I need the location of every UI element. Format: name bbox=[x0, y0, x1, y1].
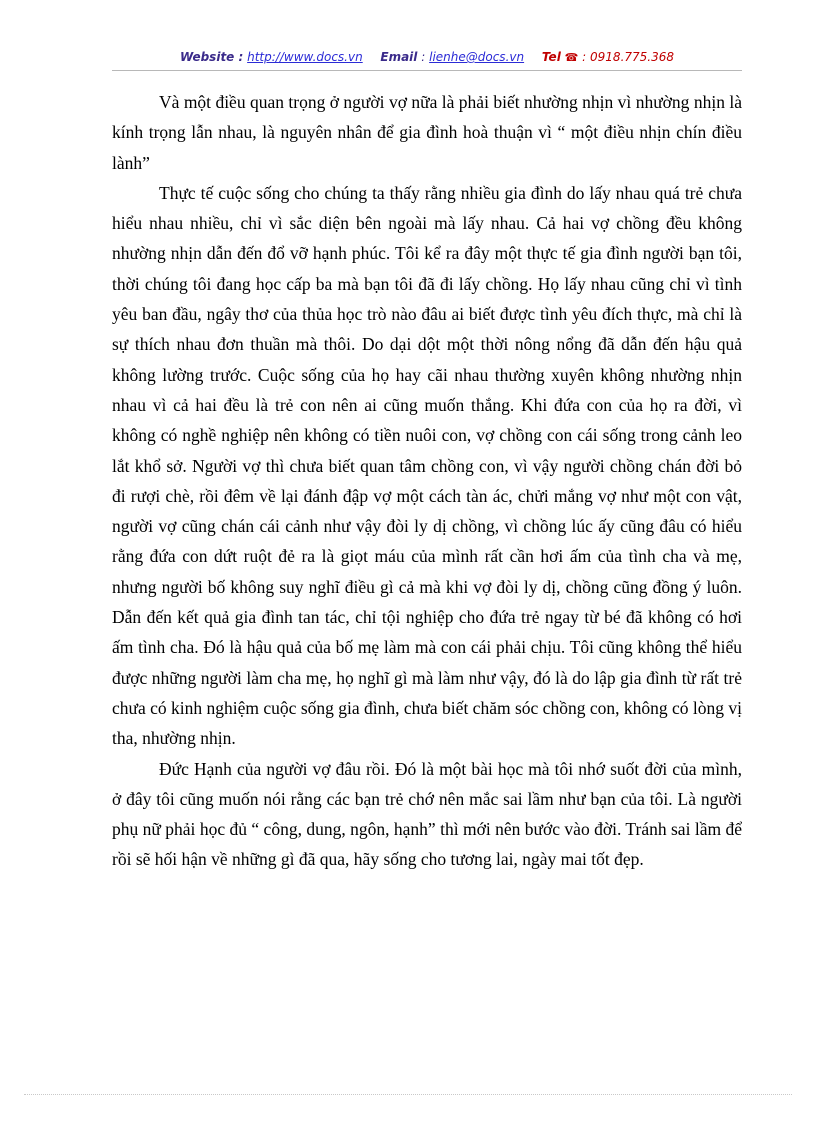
tel-value: : 0918.775.368 bbox=[582, 50, 675, 64]
document-body bbox=[112, 87, 742, 875]
tel-label: Tel bbox=[541, 50, 561, 64]
email-separator: : bbox=[421, 50, 426, 64]
website-link[interactable]: http://www.docs.vn bbox=[247, 50, 363, 64]
header-divider bbox=[112, 70, 742, 71]
page-header bbox=[112, 50, 742, 70]
paragraph: Thực tế cuộc sống cho chúng ta thấy rằng nhiều gia đình do lấy nhau quá trẻ chưa hiểu nhau nhiều, chỉ vì sắc diện bên ngoài mà lấy nhau. Cả hai vợ chồng đều không nhường nhịn dẫn đến đổ vỡ hạnh phúc. Tôi kể ra đây một thực tế gia đình người bạn tôi, thời chúng tôi đang học cấp ba mà bạn tôi đã đi lấy chồng. Họ lấy nhau cũng chỉ vì tình yêu ban đầu, ngây thơ của thủa học trò nào đâu ai biết được tình yêu đích thực, mà chỉ là sự thích nhau đơn thuần mà thôi. Do dại dột một thời nông nổng đã dẫn đến hậu quả không lường trước. Cuộc sống của họ hay cãi nhau thường xuyên không nhường nhịn nhau vì cả hai đều là trẻ con nên ai cũng muốn thắng. Khi đứa con của họ ra đời, vì không có nghề nghiệp nên không có tiền nuôi con, vợ chồng con cái sống trong cảnh leo lắt khổ sở. Người vợ thì chưa biết quan tâm chồng con, vì vậy người chồng chán đời bỏ đi rượi chè, rồi đêm về lại đánh đập vợ một cách tàn ác, chửi mắng vợ như một con vật, người vợ cũng chán cái cảnh như vậy đòi ly dị chồng, vì chồng lúc ấy cũng đâu có hiểu rằng đứa con dứt ruột đẻ ra là giọt máu của mình rất cần hơi ấm của tình cha và mẹ, nhưng người bố không suy nghĩ điều gì cả mà khi vợ đòi ly dị, chồng cũng đồng ý luôn. Dẫn đến kết quả gia đình tan tác, chỉ tội nghiệp cho đứa trẻ ngay từ bé đã không có hơi ấm tình cha. Đó là hậu quả của bố mẹ làm mà con cái phải chịu. Tôi cũng không thể hiểu được những người làm cha mẹ, họ nghĩ gì mà làm như vậy, đó là do lập gia đình từ rất trẻ chưa có kinh nghiệm cuộc sống gia đình, chưa biết chăm sóc chồng con, không có lòng vị tha, nhường nhịn. bbox=[112, 182, 742, 749]
email-link[interactable]: lienhe@docs.vn bbox=[429, 50, 525, 64]
paragraph: Và một điều quan trọng ở người vợ nữa là phải biết nhường nhịn vì nhường nhịn là kính trọng lẫn nhau, là nguyên nhân để gia đình hoà thuận vì “ một điều nhịn chín điều lành” bbox=[112, 92, 742, 173]
paragraph: Đức Hạnh của người vợ đâu rồi. Đó là một bài học mà tôi nhớ suốt đời của mình, ở đây tôi cũng muốn nói rằng các bạn trẻ chớ nên mắc sai lầm như bạn của tôi. Là người phụ nữ phải học đủ “ công, dung, ngôn, hạnh” thì mới nên bước vào đời. Tránh sai lầm để rồi sẽ hối hận về những gì đã qua, hãy sống cho tương lai, ngày mai tốt đẹp. bbox=[112, 758, 742, 870]
phone-icon: ☎ bbox=[564, 51, 579, 64]
email-label: Email bbox=[380, 50, 418, 64]
website-label: Website : bbox=[179, 50, 244, 64]
footer-divider bbox=[24, 1094, 792, 1095]
